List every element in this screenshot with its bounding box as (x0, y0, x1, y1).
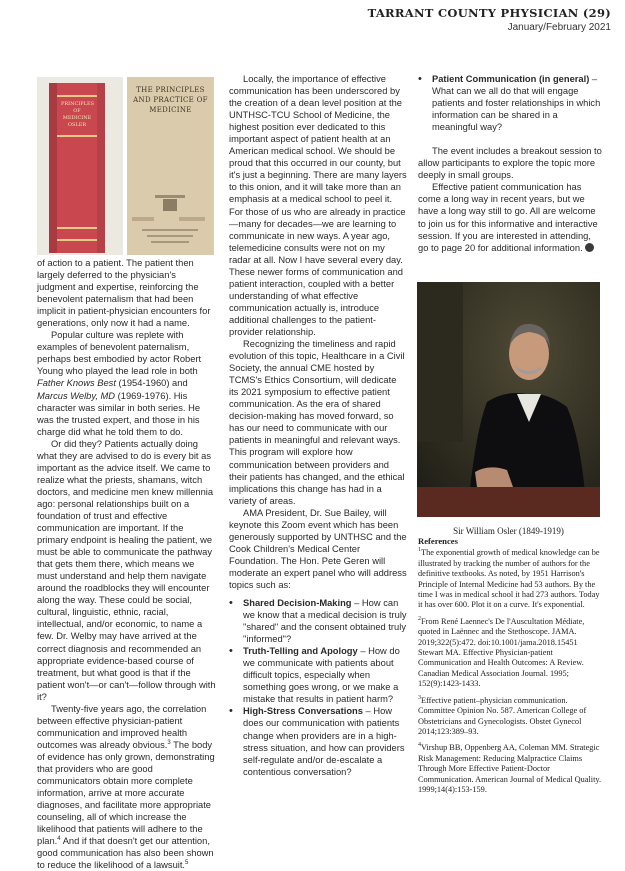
reference-number: 3 (418, 694, 421, 701)
reference-text: Virshup BB, Oppenberg AA, Coleman MM. Strategic Risk Management: Reducing Malpractice Claims Through More Effective Patient-Doctor Communication. American Journal of Medical Quality. 1999;14(4):153-159. (418, 743, 602, 794)
article-column-1 (37, 257, 216, 871)
text-span: And if that doesn't get our attention, good communication has also been shown to reduce the likelihood of a lawsuit. (37, 836, 214, 871)
paragraph: AMA President, Dr. Sue Bailey, will keynote this Zoom event which has been generously supported by UNTHSC and the Cook Children's Medical Center Foundation. The Hon. Pete Geren will moderate an expert panel who will address topics such as: (229, 507, 407, 590)
reference-text: The exponential growth of medical knowledge can be illustrated by tracking the number of authors for the definitive textbooks. As noted, by 1951 Harrison's Principle of Internal Medicine had 53 authors. By the time I was in medical school it had 273 authors. Today it has over 600. Plot it on a curve. It's exponential. (418, 548, 600, 610)
footnote-marker: 3 (167, 739, 171, 746)
text-span: Twenty-five years ago, the correlation between effective physician-patient communication and improved health outcomes was already obvious. (37, 703, 207, 750)
paragraph (37, 329, 216, 437)
reference-item (418, 548, 604, 610)
article-column-2 (229, 73, 407, 778)
topic-title: Shared Decision-Making (243, 598, 352, 609)
text-span: (1954-1960) and (115, 378, 188, 389)
references-heading: References (418, 536, 458, 546)
footnote-marker: 4 (57, 836, 61, 843)
paragraph: Locally, the importance of effective communication has been underscored by the creation of a dean level position at the UNTHSC-TCU School of Medicine, the highest position ever dedicated to this important aspect of patient health at an American medical school. We should be proud that this occurred in our county, but it's just a beginning. There are many layers to this onion, and it will take more than an emphasis at a medical school to peel it. For those of us who are already in practice—many for decades—we are learning to communicate in new ways. A year ago, telemedicine consults were not on my radar at all. Now I have several every day. These newer forms of communication and patient interaction, coupled with a better understanding of what effective communication actually is, introduce additional challenges to the patient-provider relationship. (229, 74, 407, 337)
paragraph (37, 703, 216, 871)
book-spine-label: PRINCIPLES OF MEDICINE OSLER (61, 101, 95, 128)
portrait-caption: Sir William Osler (1849-1919) (453, 526, 564, 536)
book-title-text: THE PRINCIPLES AND PRACTICE OF MEDICINE (133, 86, 208, 114)
end-mark-icon (585, 243, 594, 252)
footnote-marker: 5 (185, 860, 189, 867)
reference-number: 2 (418, 616, 421, 623)
list-item (229, 645, 407, 705)
tv-show-title: Father Knows Best (37, 378, 116, 389)
book-title-page-photo (127, 77, 214, 255)
paragraph: Or did they? Patients actually doing what they are advised to do is every bit as important as the advice itself. We came to realize what the priests, shamans, witch doctors, and medicine men knew millennia ago: personal relationships built on a foundation of trust and effective communication are important. If the primary endpoint is healing the patient, we must be able to communicate the pathway that gets them there, which means we must understand and help them navigate around the roadblocks they will encounter along the way. These could be social, cultural, linguistic, ethnic, racial, intellectual, and/or economic, to name a few. Dr. Welby may have arrived at the correct diagnosis and recommended an appropriate evidence-based course of treatment, but what good is that if the patient won't—or can't—follow through with it? (37, 438, 216, 702)
topics-list-continued (418, 73, 602, 133)
book-spine-photo (37, 77, 123, 255)
reference-number: 4 (418, 742, 421, 749)
topics-list (229, 597, 407, 778)
text-span: Popular culture was replete with examples of benevolent paternalism, perhaps best embodied by actor Robert Young who played the lead role in both (37, 330, 202, 377)
text-span: Effective patient communication has come a long way in recent years, but we have a long way still to go. All are welcome to join us for this informative and interactive session. If you are interested in attending, go to page 20 for additional information. (418, 182, 598, 253)
paragraph (418, 181, 602, 253)
list-item (229, 597, 407, 645)
topic-text: – How do we communicate with patients about difficult topics, especially when something goes wrong, or we make a mistake that results in patient harm? (243, 646, 400, 705)
reference-item (418, 617, 604, 690)
reference-number: 1 (418, 547, 421, 554)
article-column-3 (418, 73, 602, 254)
paragraph: The event includes a breakout session to allow participants to explore the topic more deeply in small groups. (418, 146, 602, 181)
reference-text: Effective patient–physician communication. Committee Opinion No. 587. American College of Obstetricians and Gynecologists. Obstet Gynecol 2014;123:389–93. (418, 695, 587, 736)
reference-item (418, 696, 604, 738)
portrait-image (417, 282, 600, 517)
list-item (418, 73, 602, 133)
reference-item (418, 743, 604, 795)
text-span: (1969-1976). His character was similar in both series. He was the trusted expert, and those in his charge did what he told them to do. (37, 390, 201, 437)
topic-title: High-Stress Conversations (243, 706, 363, 717)
paragraph: Recognizing the timeliness and rapid evolution of this topic, Healthcare in a Civil Society, the annual CME hosted by TCMS's Ethics Consortium, will dedicate its 2021 symposium to effective patient communication. As the era of shared decision-making has moved forward, so has our need to communicate with our patients in meaningful and relevant ways. This program will explore how communication between providers and their patients has changed, and the ethical implications this change has had in a variety of areas. (229, 339, 405, 506)
topic-text: – What can we all do that will engage patients and foster relationships in which information can be shared in a meaningful way? (432, 74, 601, 133)
list-item (229, 705, 407, 777)
topic-text: – How can we know that a medical decision is truly "shared" and the consent obtained truly "informed"? (243, 598, 407, 645)
text-span: The body of evidence has only grown, demonstrating that providers who are good communicators obtain more complete information, arrive at more accurate diagnoses, and facilitate more appropriate counseling, all of which increase the likelihood that patients will adhere to the plan. (37, 739, 215, 847)
magazine-header-title: TARRANT COUNTY PHYSICIAN (29) (367, 6, 611, 20)
topic-title: Patient Communication (in general) (432, 74, 590, 84)
tv-show-title: Marcus Welby, MD (37, 390, 116, 401)
topic-text: – How does our communication with patients change when providers are in a high-stress situation, and how can providers self-regulate and/or de-escalate a contentious conversation? (243, 706, 405, 777)
reference-text: From René Laennec's De l'Auscultation Médiate, quoted in Laënnec and the Stethoscope. JAMA. 2019;322(5):472. doi:10.1001/jama.2018.15451 Stewart MA. Effective Physician-patient Communication and Health Outcomes: A Review. Canadian Medical Association Journal. 1995; 152(9):1423-1433. (418, 616, 585, 689)
topic-title: Truth-Telling and Apology (243, 646, 358, 657)
issue-date: January/February 2021 (507, 22, 611, 33)
references-section (418, 536, 604, 801)
paragraph: of action to a patient. The patient then largely deferred to the physician's judgment and expertise, reinforcing the benevolent paternalism that had been implicit in patient-physician encounters for generations, only now it had a name. (37, 258, 211, 329)
